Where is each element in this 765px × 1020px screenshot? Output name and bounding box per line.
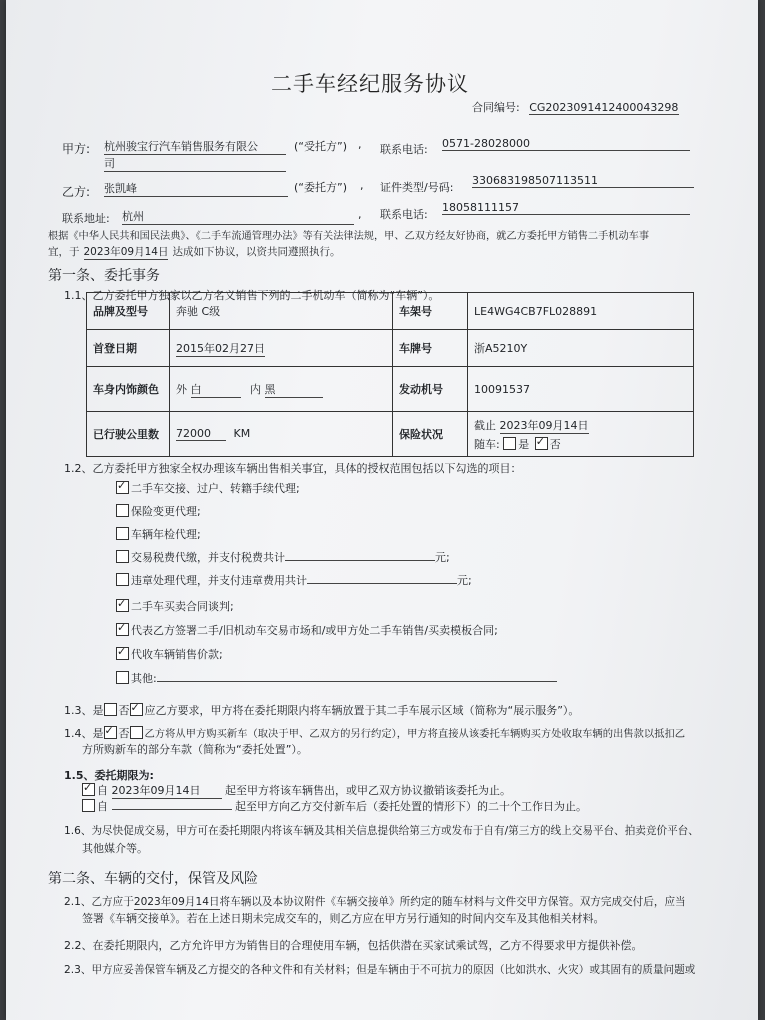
option-other: 其他: [116,670,557,686]
clause-1-4: 1.4、是✓ 否 乙方将从甲方购买新车（取决于甲、乙双方的另行约定），甲方将直接从该委托车辆购买方处收取车辆的出售款以抵扣乙 [64,725,685,741]
party-a-phone: 0571-28028000 [442,137,690,151]
article-2-title: 第二条、车辆的交付，保管及风险 [48,871,258,887]
insurance-yes-checkbox[interactable] [503,437,516,450]
party-a-role: (“受托方”) [294,140,347,153]
option-tax: 交易税费代缴，并支付税费共计 元; [116,549,450,565]
clause-2-2: 2.2、在委托期限内，乙方允许甲方为销售目的合理使用车辆，包括供潜在买家试乘试驾，乙方不得要求甲方提供补偿。 [64,939,643,952]
intro-line1: 根据《中华人民共和国民法典》、《二手车流通管理办法》等有关法律法规，甲、乙双方经友好协商，就乙方委托甲方销售二手机动车事 [48,231,650,242]
mileage-label: 已行驶公里数 [87,412,170,457]
option-checkbox[interactable] [116,527,129,540]
color-label: 车身内饰颜色 [87,367,170,412]
engine-value: 10091537 [468,367,694,412]
option-collect-payment: ✓代收车辆销售价款; [116,646,223,662]
clause-1-6-line2: 其他媒介等。 [82,842,148,855]
term-option2-checkbox[interactable] [82,799,95,812]
mileage-value: 72000 [176,427,226,441]
contract-page: 二手车经纪服务协议 合同编号: CG2023091412400043298 甲方: 杭州骏宝行汽车销售服务有限公 司 (“受托方”) , 联系电话: 0571-28028000 乙方: 张凯峰 (“委托方”) , 证件类型/号码: 330683198507113511 联系地址: 杭州 , 联系电话: 18058111157 根据《中华人民共和国民法典》、《二手车流通管理办法》等有关法律法规，甲、乙双方经友好协商，就乙方委托甲方销售二手机动车事 宜，于 2023年09月14日 达成如下协议，以资共同遵照执行。 第一条、委托事务 1.1、乙方委托甲方独家以乙方名义销售下列的二手机动车（简称为“车辆”）。 品牌及型号 奔驰 C级 车架号 LE4WG4CB7FL028891 首登日期 2015年02月27日 车牌号 浙A5210Y 车身内饰颜色 外 白 内 黑 发动机号 10091537 已行驶公里数 72000 KM 保险状况 截止 2023年09月14日 随车: 是 ✓ 否 1.2、乙方委托甲方独家全权办理该车辆出售相关事宜，具体的授权范围包括以下勾选的项目： ✓二手车交接、过户、转籍手续代理; 保险变更代理; 车辆年检代理; 交易税费代缴，并支付税费共计 元; 违章处理代理，并支付违章费用共计 元; ✓二手车买卖合同谈判; ✓代表乙方签署二手/旧机动车交易市场和/或甲方处二手车销售/买卖模板合同; ✓代收车辆销售价款; 其他: 1.3、是 否✓ 应乙方要求，甲方将在委托期限内将车辆放置于其二手车展示区域（简称为“展示服务”）。 1.4、是✓ 否 乙方将从甲方购买新车（取决于甲、乙双方的另行约定），甲方将直接从该委托车辆购买方处收取车辆的出售款以抵扣乙 方所购新车的部分车款（简称为“委托处置”）。 1.5、委托期限为: ✓自 2023年09月14日 起至甲方将该车辆售出，或甲乙双方协议撤销该委托为止。 自 起至甲方向乙方交付新车后（委托处置的情形下）的二十个工作日为止。 1.6、为尽快促成交易，甲方可在委托期限内将该车辆及其相关信息提供给第三方或发布于自有/第三方的线上交易平台、拍卖竞价平台、 其他媒介等。 第二条、车辆的交付，保管及风险 2.1、乙方应于2023年09月14日将车辆以及本协议附件《车辆交接单》所约定的随车材料与文件交甲方保管。双方完成交付后，应当 签署《车辆交接单》。若在上述日期未完成交车的，则乙方应在甲方另行通知的时间内交车及其他相关材料。 2.2、在委托期限内，乙方允许甲方为销售目的合理使用车辆，包括供潜在买家试乘试驾，乙方不得要求甲方提供补偿。 2.3、甲方应妥善保管车辆及乙方提交的各种文件和有关材料；但是车辆由于不可抗力的原因（比如洪水、火灾）或其固有的质量问题或 [6,0,758,1020]
plate-label: 车牌号 [393,330,468,367]
option-checkbox[interactable] [116,647,129,660]
clause-2-1-line2: 签署《车辆交接单》。若在上述日期未完成交车的，则乙方应在甲方另行通知的时间内交车及其他相关材料。 [82,912,605,925]
clause-1-3-yes-checkbox[interactable] [104,703,117,716]
clause-1-4-line2: 方所购新车的部分车款（简称为“委托处置”）。 [82,743,308,756]
plate-value: 浙A5210Y [468,330,694,367]
option-insurance-change: 保险变更代理; [116,503,201,519]
insurance-label: 保险状况 [393,412,468,457]
term-start-date: 2023年09月14日 [112,782,222,799]
vehicle-info-table: 品牌及型号 奔驰 C级 车架号 LE4WG4CB7FL028891 首登日期 2015年02月27日 车牌号 浙A5210Y 车身内饰颜色 外 白 内 黑 发动机号 10091537 已行驶公里数 72000 KM 保险状况 截止 2023年09月14日 随车: 是 ✓ 否 [86,292,694,457]
option-checkbox[interactable] [116,481,129,494]
vin-value: LE4WG4CB7FL028891 [468,293,694,330]
clause-1-3-no-checkbox[interactable] [130,703,143,716]
option-checkbox[interactable] [116,504,129,517]
clause-2-3: 2.3、甲方应妥善保管车辆及乙方提交的各种文件和有关材料；但是车辆由于不可抗力的原因（比如洪水、火灾）或其固有的质量问题或 [64,964,696,976]
option-checkbox[interactable] [116,671,129,684]
party-a-name-line2: 司 [104,155,286,172]
engine-label: 发动机号 [393,367,468,412]
option-checkbox[interactable] [116,550,129,563]
clause-1-3: 1.3、是 否✓ 应乙方要求，甲方将在委托期限内将车辆放置于其二手车展示区域（简称为“展示服务”）。 [64,702,579,718]
exterior-color: 白 [191,381,241,398]
option-annual-inspection: 车辆年检代理; [116,526,201,542]
party-b-role: (“委托方”) [294,181,347,194]
term-option1-checkbox[interactable] [82,783,95,796]
clause-2-1: 2.1、乙方应于2023年09月14日将车辆以及本协议附件《车辆交接单》所约定的随车材料与文件交甲方保管。双方完成交付后，应当 [64,896,686,908]
party-a-name-line1: 杭州骏宝行汽车销售服务有限公 [104,138,286,155]
insurance-no-checkbox[interactable] [535,437,548,450]
clause-1-2: 1.2、乙方委托甲方独家全权办理该车辆出售相关事宜，具体的授权范围包括以下勾选的项目： [64,462,522,475]
option-transfer: ✓二手车交接、过户、转籍手续代理; [116,480,300,496]
option-violation: 违章处理代理，并支付违章费用共计 元; [116,572,472,588]
insurance-date: 2023年09月14日 [499,418,589,432]
contract-number: 合同编号: CG2023091412400043298 [472,101,679,114]
option-checkbox[interactable] [116,599,129,612]
party-a-phone-label: 联系电话: [380,143,428,156]
clause-1-4-yes-checkbox[interactable] [104,726,117,739]
party-b-label: 乙方: [62,185,91,199]
brand-value: 奔驰 C级 [170,293,393,330]
reg-date-label: 首登日期 [87,330,170,367]
contract-number-value: CG2023091412400043298 [529,101,679,114]
intro-date: 2023年09月14日 [83,246,169,258]
party-b-phone-label: 联系电话: [380,208,428,221]
option-sign-contract: ✓代表乙方签署二手/旧机动车交易市场和/或甲方处二手车销售/买卖模板合同; [116,622,498,638]
address-value: 杭州 [122,208,354,225]
option-negotiation: ✓二手车买卖合同谈判; [116,598,234,614]
option-checkbox[interactable] [116,573,129,586]
party-b-id: 330683198507113511 [472,174,694,188]
clause-1-5-option2: 自 起至甲方向乙方交付新车后（委托处置的情形下）的二十个工作日为止。 [82,798,587,814]
clause-1-4-no-checkbox[interactable] [130,726,143,739]
clause-1-5-option1: ✓自 2023年09月14日 起至甲方将该车辆售出，或甲乙双方协议撤销该委托为止。 [82,782,511,799]
option-checkbox[interactable] [116,623,129,636]
party-b-phone: 18058111157 [442,201,690,215]
party-a-label: 甲方: [62,142,91,156]
interior-color: 黑 [265,381,323,398]
address-label: 联系地址: [62,212,110,225]
document-title: 二手车经纪服务协议 [271,72,469,96]
clause-1-5-title: 1.5、委托期限为: [64,769,154,782]
intro-line2: 宜，于 2023年09月14日 达成如下协议，以资共同遵照执行。 [48,246,341,258]
vin-label: 车架号 [393,293,468,330]
clause-1-1: 1.1、乙方委托甲方独家以乙方名义销售下列的二手机动车（简称为“车辆”）。 [64,289,440,302]
clause-1-6: 1.6、为尽快促成交易，甲方可在委托期限内将该车辆及其相关信息提供给第三方或发布于自有/第三方的线上交易平台、拍卖竞价平台、 [64,825,699,837]
party-b-id-label: 证件类型/号码: [380,181,454,194]
brand-label: 品牌及型号 [87,293,170,330]
article-1-title: 第一条、委托事务 [48,268,160,284]
reg-date-value: 2015年02月27日 [176,341,265,355]
delivery-date: 2023年09月14日 [133,896,220,908]
party-b-name: 张凯峰 [104,180,288,197]
